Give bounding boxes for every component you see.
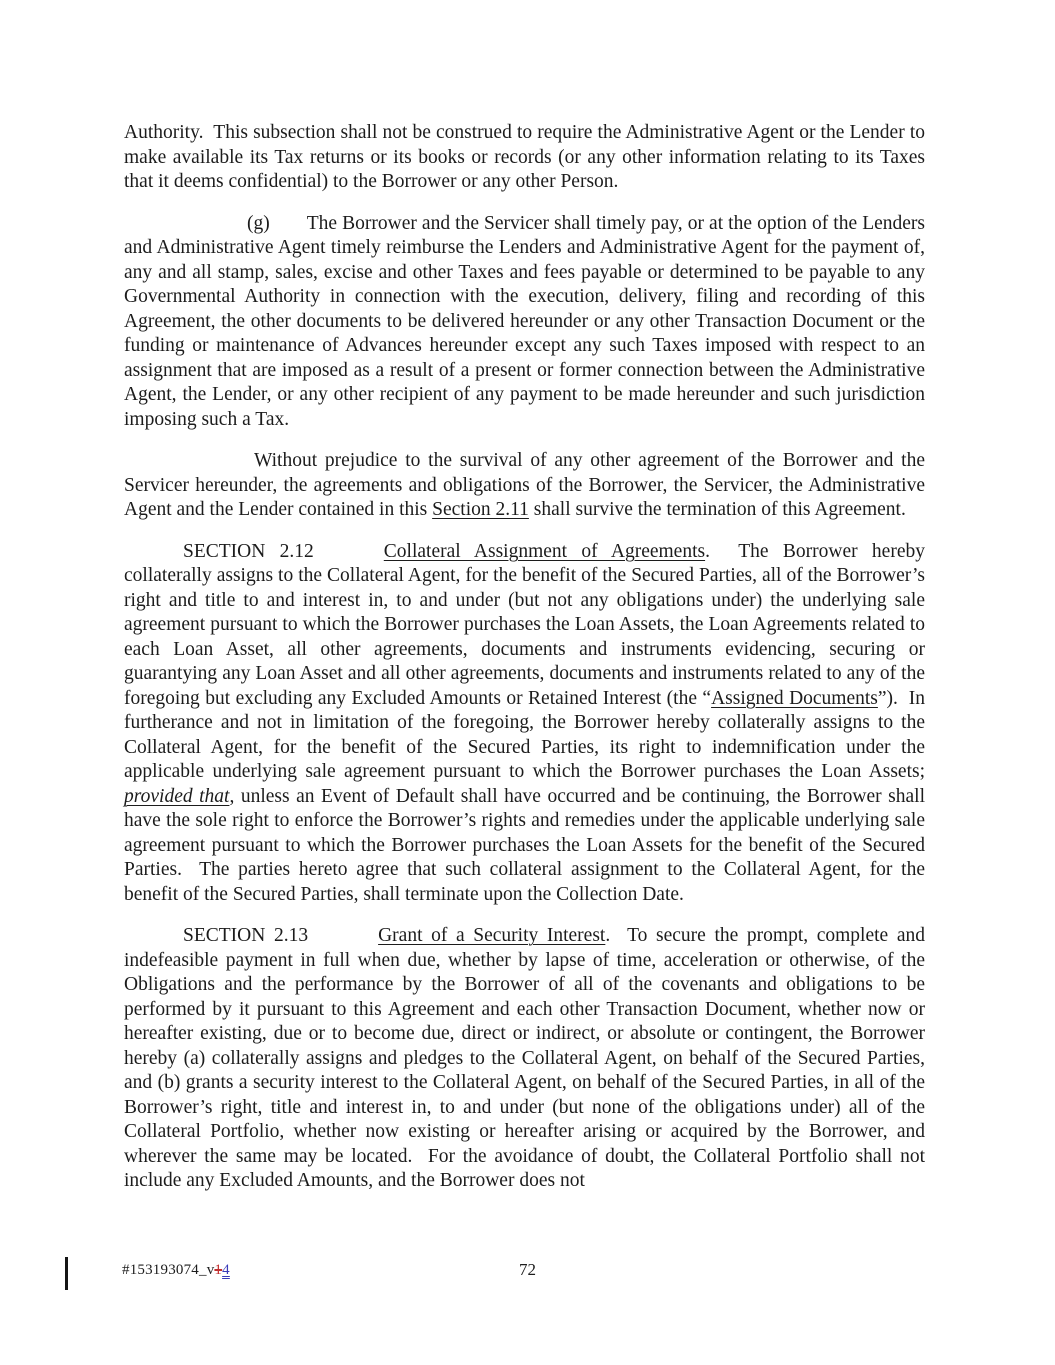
proviso-phrase: provided that — [124, 785, 230, 807]
section-2-13-paragraph — [124, 924, 925, 1194]
text-run: Authority. This subsection shall not be construed to require the Administrative Agent or the Lender to make available its Tax returns or its books or records (or any other information relating to its Taxes that it deems confidential) to the Borrower or any other Person. — [124, 122, 925, 192]
section-2-12-paragraph — [124, 540, 925, 908]
text-run: ”). In furtherance and not in limitation of the foregoing, the Borrower hereby collaterally assigns to the Collateral Agent, for the benefit of the Secured Parties, its right to indemnification under the applicable underlying sale agreement pursuant to which the Borrower purchases the Loan Assets; — [124, 687, 925, 782]
paragraph-g-label: (g) — [247, 212, 270, 234]
doc-id-inserted-digit: 4 — [222, 1262, 230, 1278]
section-2-13-label: SECTION 2.13 — [183, 925, 309, 946]
text-run: shall survive the termination of this Agreement. — [528, 499, 906, 520]
footer-page-number: 72 — [519, 1260, 536, 1279]
section-2-12-label: SECTION 2.12 — [183, 540, 314, 562]
text-run: . To secure the prompt, complete and indefeasible payment in full when due, whether by lapse of time, acceleration or otherwise, of the Obligations and the performance by the Borrower of all of the covenants and obligations to be performed by it pursuant to this Agreement and each other Transaction Document, whether now or hereafter existing, due or to become due, direct or indirect, or absolute or contingent, the Borrower hereby (a) collaterally assigns and pledges to the Collateral Agent, on behalf of the Secured Parties, and (b) grants a security interest to the Collateral Agent, on behalf of the Secured Parties, in all of the Borrower’s right, title and interest in, to and under (but none of the obligations under) all of the Collateral Portfolio, whether now existing or hereafter arising or acquired by the Borrower, and wherever the same may be located. For the avoidance of doubt, the Collateral Portfolio shall not include any Excluded Amounts, and the Borrower does not — [124, 925, 925, 1191]
text-run: Without prejudice to the survival of any other agreement of the Borrower and the Servicer hereunder, the agreements and obligations of the Borrower, the Servicer, the Administrative Agent and the Lender contained in this — [124, 450, 925, 520]
paragraph-authority — [124, 121, 925, 195]
doc-id-deleted-digit: 1 — [214, 1262, 223, 1278]
section-2-13-heading: Grant of a Security Interest — [378, 925, 606, 946]
section-2-11-reference: Section 2.11 — [432, 499, 529, 520]
text-run: , unless an Event of Default shall have occurred and be continuing, the Borrower shall have the sole right to enforce the Borrower’s rights and remedies under the applicable underlying sale agreement pursuant to which the Borrower purchases the Loan Assets for the benefit of the Secured Parties. The parties hereto agree that such collateral assignment to the Collateral Agent, for the benefit of the Secured Parties, shall terminate upon the Collection Date. — [124, 785, 925, 905]
doc-id-prefix: #153193074_v — [122, 1262, 215, 1278]
section-2-12-heading: Collateral Assignment of Agreements — [383, 540, 706, 562]
text-run: The Borrower and the Servicer shall timely pay, or at the option of the Lenders and Administrative Agent timely reimburse the Lenders and Administrative Agent for the payment of, any and all stamp, sales, excise and other Taxes and fees payable or determined to be payable to any Governmental Authority in connection with the execution, delivery, filing and recording of this Agreement, the other documents to be delivered hereunder or any other Transaction Document or the funding or maintenance of Advances hereunder except any such Taxes imposed with respect to an assignment that are imposed as a result of a present or former connection between the Administrative Agent, the Lender, or any other recipient of any payment to be made hereunder and such jurisdiction imposing such a Tax. — [124, 212, 925, 430]
text-run: . The Borrower hereby collaterally assigns to the Collateral Agent, for the benefit of the Secured Parties, all of the Borrower’s right and title to and interest in, to and under (but not any obligations under) the underlying sale agreement pursuant to which the Borrower purchases the Loan Assets, the Loan Agreements related to each Loan Asset, all other agreements, documents and instruments evidencing, securing or guarantying any Loan Asset and all other agreements, documents and instruments related to any of the foregoing but excluding any Excluded Amounts or Retained Interest (the “ — [124, 540, 925, 709]
defined-term-assigned-documents: Assigned Documents — [711, 687, 878, 709]
document-body — [124, 121, 925, 1211]
paragraph-survival — [124, 449, 925, 523]
paragraph-g — [124, 212, 925, 433]
